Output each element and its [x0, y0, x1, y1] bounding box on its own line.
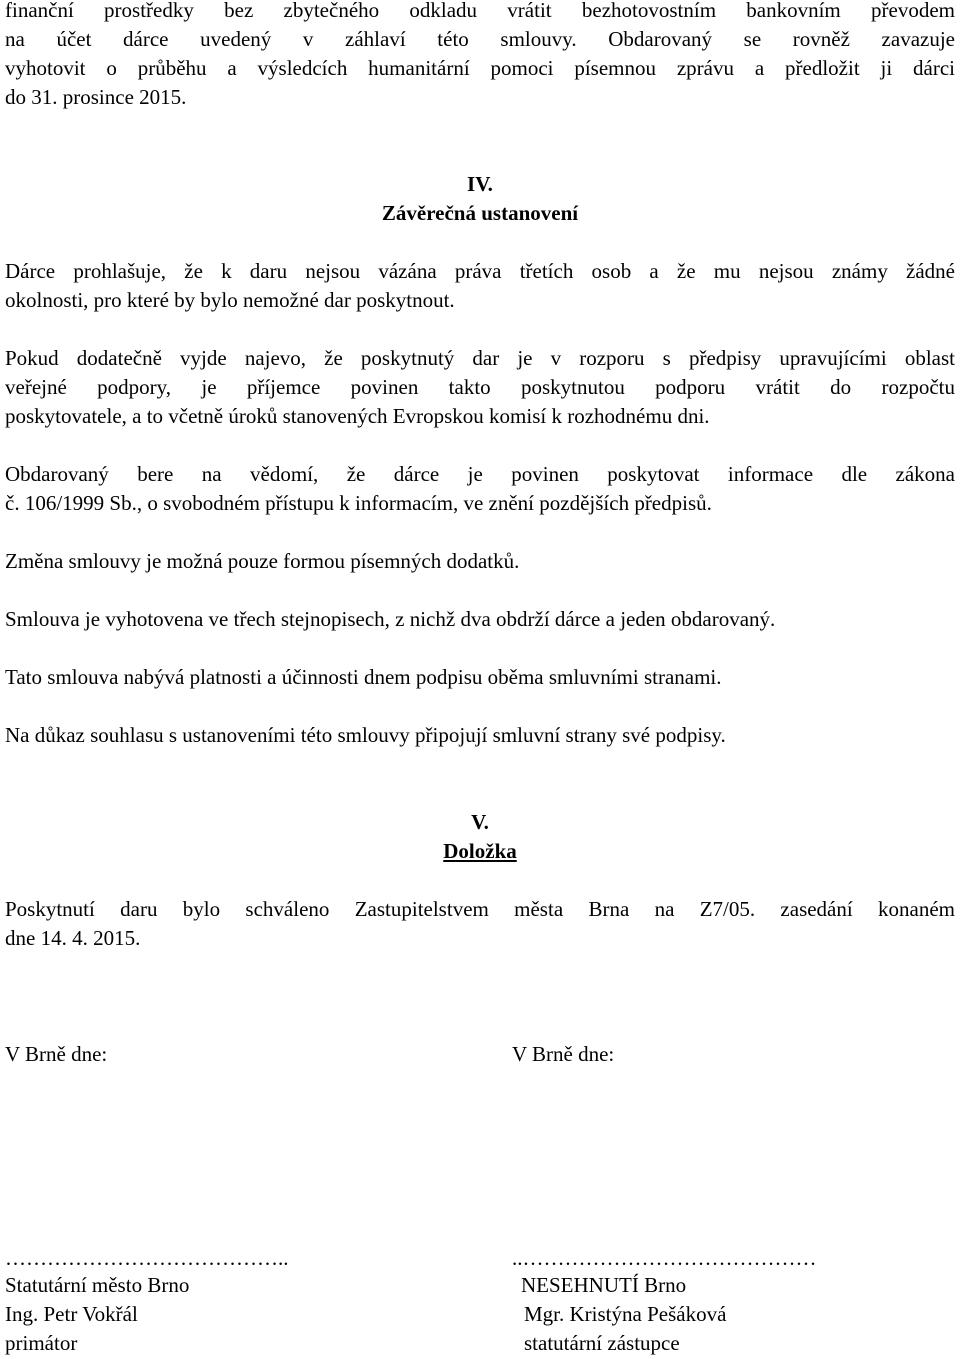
text-line: Pokud dodatečně vyjde najevo, že poskytnutý dar je v rozporu s předpisy upravujícími oblast — [5, 346, 955, 370]
signature-left-place: V Brně dne: — [5, 1042, 108, 1066]
signature-right-place: V Brně dne: — [512, 1042, 615, 1066]
text-line: vyhotovit o průběhu a výsledcích humanitární pomoci písemnou zprávu a předložit ji dárci — [5, 56, 955, 80]
signature-right-role: statutární zástupce — [524, 1331, 680, 1355]
text-line: okolnosti, pro které by bylo nemožné dar poskytnout. — [5, 288, 455, 312]
text-line: Na důkaz souhlasu s ustanoveními této smlouvy připojují smluvní strany své podpisy. — [5, 723, 726, 747]
section-v-title — [0, 837, 960, 866]
paragraph-information-duty — [5, 460, 955, 518]
text-line: na účet dárce uvedený v záhlaví této smlouvy. Obdarovaný se rovněž zavazuje — [5, 27, 955, 51]
text-line: Tato smlouva nabývá platnosti a účinnosti dnem podpisu oběma smluvními stranami. — [5, 665, 722, 689]
signature-right-name: Mgr. Kristýna Pešáková — [524, 1302, 727, 1326]
text-line: Obdarovaný bere na vědomí, že dárce je povinen poskytovat informace dle zákona — [5, 462, 955, 486]
text-line: veřejné podpory, je příjemce povinen takto poskytnutou podporu vrátit do rozpočtu — [5, 375, 955, 399]
signature-right-line: ..…………………………………… — [512, 1246, 817, 1270]
text-line: Poskytnutí daru bylo schváleno Zastupitelstvem města Brna na Z7/05. zasedání konaném — [5, 897, 955, 921]
text-line: Dárce prohlašuje, že k daru nejsou vázána práva třetích osob a že mu nejsou známy žádné — [5, 259, 955, 283]
text-line: č. 106/1999 Sb., o svobodném přístupu k informacím, ve znění pozdějších předpisů. — [5, 491, 712, 515]
paragraph-amendments — [5, 547, 955, 576]
signature-left-role: primátor — [5, 1331, 78, 1355]
text-line: finanční prostředky bez zbytečného odkladu vrátit bezhotovostním bankovním převodem — [5, 0, 955, 22]
paragraph-copies — [5, 605, 955, 634]
section-iv-title: Závěrečná ustanovení — [381, 201, 579, 225]
paragraph-validity — [5, 663, 955, 692]
text-line: poskytovatele, a to včetně úroků stanovených Evropskou komisí k rozhodnému dni. — [5, 404, 710, 428]
signature-left-name: Ing. Petr Vokřál — [5, 1302, 138, 1326]
text-line: do 31. prosince 2015. — [5, 85, 187, 109]
text-line: dne 14. 4. 2015. — [5, 926, 141, 950]
signature-left-line: ………………………………….. — [5, 1246, 289, 1270]
section-iv-number: IV. — [467, 172, 493, 196]
text-line: Změna smlouvy je možná pouze formou písemných dodatků. — [5, 549, 520, 573]
paragraph-approval — [5, 895, 955, 953]
section-v-title-text: Doložka — [443, 839, 517, 863]
section-v-number: V. — [471, 810, 489, 834]
paragraph-donor-declaration — [5, 257, 955, 315]
paragraph-refund-obligation — [5, 0, 955, 112]
signature-left-org: Statutární město Brno — [5, 1273, 190, 1297]
text-line: Smlouva je vyhotovena ve třech stejnopisech, z nichž dva obdrží dárce a jeden obdarovaný. — [5, 607, 776, 631]
paragraph-state-aid — [5, 344, 955, 431]
signature-right-org: NESEHNUTÍ Brno — [521, 1273, 687, 1297]
paragraph-signatures-statement — [5, 721, 955, 750]
